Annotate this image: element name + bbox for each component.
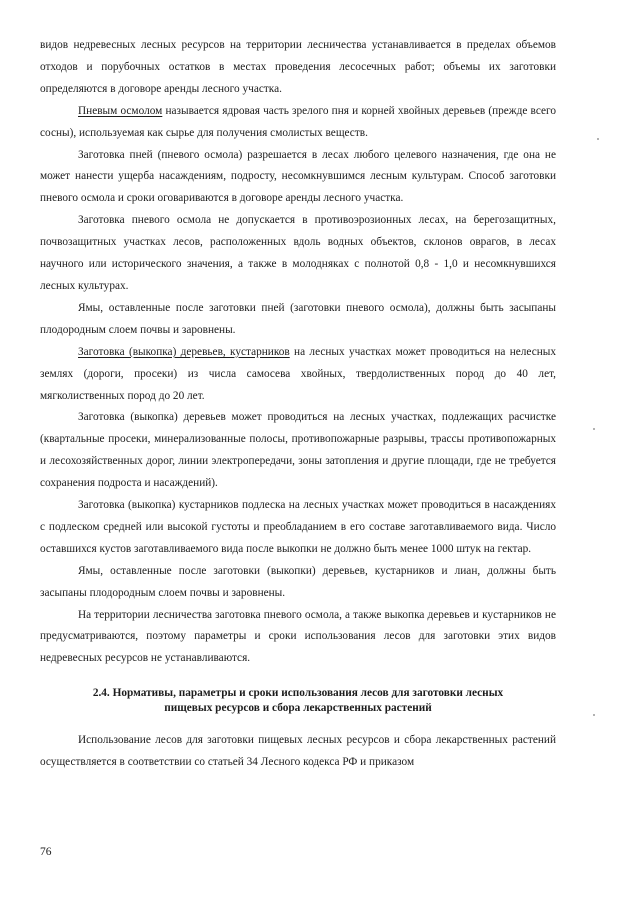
term-zagotovka-vykopka: Заготовка (выкопка) деревьев, кустарников	[78, 345, 290, 358]
paragraph-7-text: Заготовка (выкопка) деревьев может проводиться на лесных участках, подлежащих расчистке (квартальные просеки, минерализованные полосы, противопожарные разрывы, трассы противопожарных и лесохозяйственных дорог, линии электропередачи, зоны затопления и другие площади, где не требуется сохранения подроста и насаждений).	[40, 411, 556, 490]
paragraph-9-text: Ямы, оставленные после заготовки (выкопки) деревьев, кустарников и лиан, должны быть засыпаны плодородным слоем почвы и заровнены.	[40, 564, 556, 599]
paragraph-6	[40, 342, 556, 408]
paragraph-1	[40, 35, 556, 101]
paragraph-5	[40, 298, 556, 342]
scan-speck	[593, 428, 595, 430]
paragraph-4-text: Заготовка пневого осмола не допускается в противоэрозионных лесах, на берегозащитных, почвозащитных участках лесов, расположенных вдоль водных объектов, склонов оврагов, в лесах научного или исторического значения, а также в молодняках с полнотой 0,8 - 1,0 и несомкнувшихся лесных культурах.	[40, 214, 556, 292]
section-heading-line-2: пищевых ресурсов и сбора лекарственных растений	[164, 702, 432, 715]
paragraph-10-text: На территории лесничества заготовка пневого осмола, а также выкопка деревьев и кустарников не предусматриваются, поэтому параметры и сроки использования лесов для заготовки этих видов недревесных ресурсов не устанавливаются.	[40, 608, 556, 665]
paragraph-10	[40, 605, 556, 671]
body-text	[40, 35, 556, 774]
paragraph-11-text: Использование лесов для заготовки пищевых лесных ресурсов и сбора лекарственных растений осуществляется в соответствии со статьей 34 Лесного кодекса РФ и приказом	[40, 734, 556, 769]
paragraph-4	[40, 210, 556, 298]
paragraph-2	[40, 101, 556, 145]
paragraph-7	[40, 407, 556, 495]
paragraph-2-text: называется ядровая часть зрелого пня и корней хвойных деревьев (прежде всего сосны), используемая как сырье для получения смолистых веществ.	[40, 104, 556, 139]
paragraph-5-text: Ямы, оставленные после заготовки пней (заготовки пневого осмола), должны быть засыпаны плодородным слоем почвы и заровнены.	[40, 301, 556, 336]
scan-speck	[593, 714, 595, 716]
section-heading	[40, 686, 556, 716]
paragraph-8-text: Заготовка (выкопка) кустарников подлеска на лесных участках может проводиться в насаждениях с подлеском средней или высокой густоты и преобладанием в его составе заготавливаемого вида. Число оставшихся кустов заготавливаемого вида после выкопки не должно быть менее 1000 штук на гектар.	[40, 499, 556, 555]
paragraph-6-text: на лесных участках может проводиться на нелесных землях (дороги, просеки) из числа самосева хвойных, твердолиственных пород до 40 лет, мягколиственных пород до 20 лет.	[40, 345, 556, 402]
paragraph-11	[40, 730, 556, 774]
scan-speck	[597, 138, 599, 140]
paragraph-8	[40, 495, 556, 561]
paragraph-9	[40, 561, 556, 605]
page-number: 76	[40, 846, 52, 858]
section-heading-line-1: 2.4. Нормативы, параметры и сроки использования лесов для заготовки лесных	[92, 687, 504, 700]
paragraph-3-text: Заготовка пней (пневого осмола) разрешается в лесах любого целевого назначения, где она не может нанести ущерба насаждениям, подросту, несомкнувшимся лесным культурам. Способ заготовки пневого осмола и сроки оговариваются в договоре аренды лесного участка.	[40, 148, 556, 205]
term-pnevoy-osmol: Пневым осмолом	[78, 104, 163, 117]
paragraph-3	[40, 145, 556, 211]
paragraph-1-text: видов недревесных лесных ресурсов на территории лесничества устанавливается в пределах объемов отходов и порубочных остатков в местах проведения лесосечных работ; объемы их заготовки определяются в договоре аренды лесного участка.	[40, 39, 556, 95]
